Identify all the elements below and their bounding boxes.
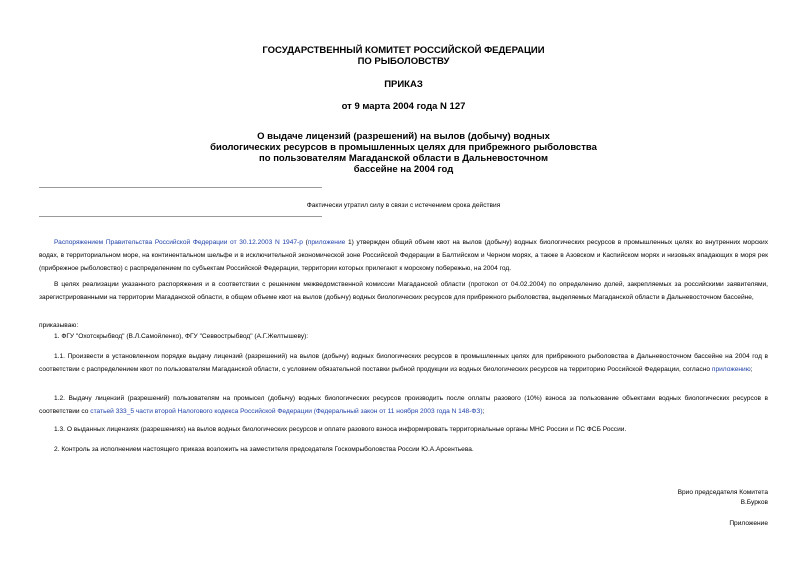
committee-line-1: ГОСУДАРСТВЕННЫЙ КОМИТЕТ РОССИЙСКОЙ ФЕДЕРАЦИИ — [262, 45, 545, 56]
paragraph-2: В целях реализации указанного распоряжения и в соответствии с решением межведомственной комиссии Магаданской области (протокол от 04.02.2004) по определению долей, закрепляемых за российскими заявителями, зарегистрированными на территории Магаданской области, в общем объеме квот на вылов (добычу) водных биологических ресурсов для прибрежного рыболовства, выделяемых Магаданской области в Дальневосточном бассейне, — [39, 281, 768, 301]
title-line-4: бассейне на 2004 год — [353, 164, 454, 175]
appendix-link[interactable]: приложению — [711, 365, 751, 373]
title-line-1: О выдаче лицензий (разрешений) на вылов (добычу) водных — [257, 131, 550, 142]
paragraph-1-open: ( — [302, 239, 308, 246]
committee-line-2: ПО РЫБОЛОВСТВУ — [357, 56, 450, 67]
title-line-3: по пользователям Магаданской области в Дальневосточном — [259, 153, 548, 164]
committee-heading — [0, 45, 807, 67]
paragraph-item-1: 1. ФГУ "Охотскрыбвод" (В.Л.Самойленко), ФГУ "Севвострыбвод" (А.Г.Желтышеву): — [54, 333, 309, 340]
item-1-2-text: 1.2. Выдачу лицензий (разрешений) пользователям на промысел (добычу) водных биологических ресурсов производить после оплаты разового (10%) взноса за пользование объектами водных биологических ресурсов в соответствии со — [39, 395, 768, 415]
decree-link[interactable]: Распоряжением Правительства Российской Федерации от 30.12.2003 N 1947-р — [54, 239, 303, 246]
signature-name: В.Бурков — [740, 499, 768, 506]
divider-top — [39, 187, 322, 188]
doc-title — [0, 131, 807, 175]
title-line-2: биологических ресурсов в промышленных целях для прибрежного рыболовства — [210, 142, 597, 153]
paragraph-item-1-3: 1.3. О выданных лицензиях (разрешениях) на вылов водных биологических ресурсов и оплате разового взноса информировать территориальные органы МНС России и ПС ФСБ России. — [54, 426, 627, 433]
appendix-1-link[interactable]: приложение — [307, 239, 346, 246]
signature-block — [678, 489, 768, 507]
status-note: Фактически утратил силу в связи с истечением срока действия — [306, 202, 501, 209]
paragraph-item-2: 2. Контроль за исполнением настоящего приказа возложить на заместителя председателя Госкомрыболовства России Ю.А.Арсентьева. — [54, 446, 474, 453]
appendix-label: Приложение — [729, 520, 768, 527]
doc-date-number: от 9 марта 2004 года N 127 — [341, 101, 466, 112]
paragraph-item-1-2 — [39, 393, 768, 419]
divider-bottom — [39, 216, 322, 217]
paragraph-1-text: 1) утвержден общий объем квот на вылов (добычу) водных биологических ресурсов в промышленных целях во внутренних морских водах, в территориальном море, на континентальном шельфе и в исключительной экономической зоне Российской Федерации в Балтийском и Черном морях, а также в Азовском и Каспийском морях и низовьях впадающих в моря рек (прибрежное рыболовство) с распределением по субъектам Российской Федерации, территории которых прилегают к морскому побережью, на 2004 год. — [39, 239, 769, 272]
item-1-1-text: 1.1. Произвести в установленном порядке выдачу лицензий (разрешений) на вылов (добычу) водных биологических ресурсов в промышленных целях для прибрежного рыболовства в Дальневосточном бассейне на 2004 год в соответствии с распределением квот по пользователям Магаданской области, с условием обязательной поставки рыбной продукции из водных биологических ресурсов на территорию Российской Федерации, согласно — [39, 353, 768, 373]
paragraph-1 — [39, 237, 768, 275]
item-1-1-end: ; — [750, 365, 753, 373]
item-1-2-end: ; — [482, 407, 485, 415]
paragraph-item-1-1 — [39, 351, 768, 377]
paragraph-order: приказываю: — [39, 322, 79, 329]
signature-position: Врио председателя Комитета — [677, 489, 768, 496]
tax-code-link[interactable]: статьей 333_5 части второй Налогового кодекса Российской Федерации (Федеральный закон от 11 ноября 2003 года N 148-ФЗ) — [90, 407, 483, 415]
doc-type: ПРИКАЗ — [384, 79, 423, 90]
